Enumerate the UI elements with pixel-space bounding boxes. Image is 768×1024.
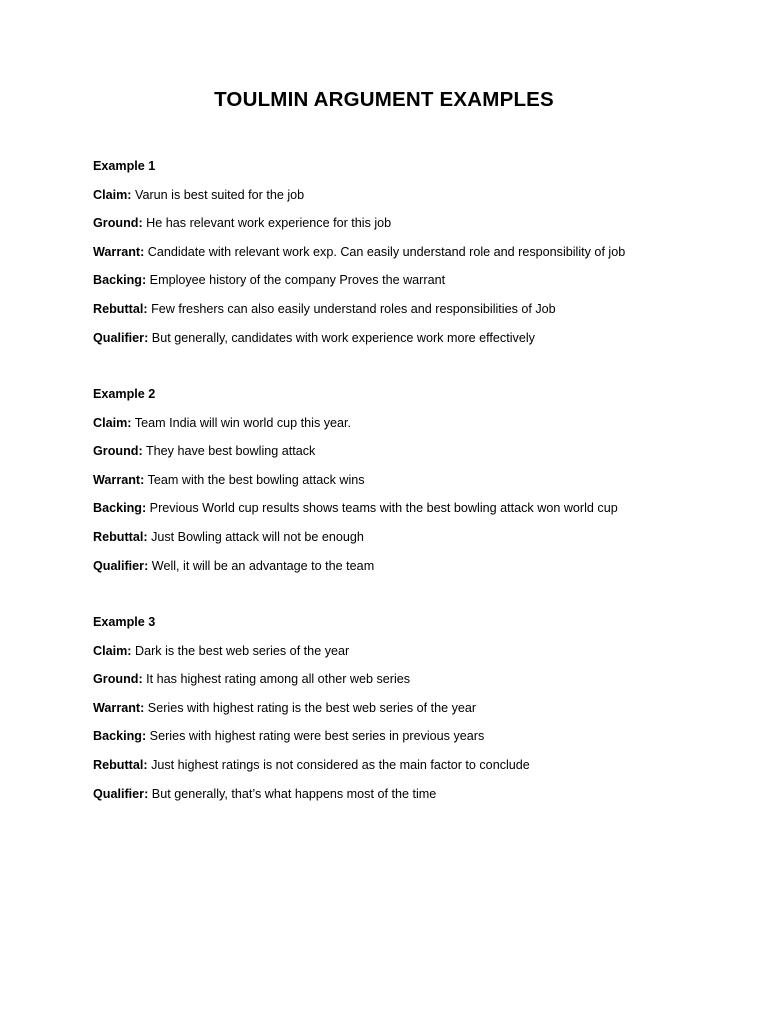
backing-line <box>93 500 713 529</box>
claim-label: Claim: <box>93 643 132 658</box>
example-section-3 <box>93 614 713 814</box>
rebuttal-label: Rebuttal: <box>93 529 148 544</box>
qualifier-line <box>93 558 713 587</box>
warrant-label: Warrant: <box>93 244 145 259</box>
rebuttal-line <box>93 757 713 786</box>
claim-line <box>93 187 713 216</box>
rebuttal-line <box>93 301 713 330</box>
ground-line <box>93 215 713 244</box>
ground-text: He has relevant work experience for this job <box>142 216 392 231</box>
example-section-1 <box>93 158 713 358</box>
example-heading: Example 1 <box>93 159 156 173</box>
rebuttal-text: Few freshers can also easily understand roles and responsibilities of Job <box>147 301 556 316</box>
warrant-label: Warrant: <box>93 472 145 487</box>
qualifier-text: Well, it will be an advantage to the team <box>148 558 375 573</box>
claim-text: Team India will win world cup this year. <box>131 415 352 430</box>
warrant-text: Team with the best bowling attack wins <box>144 472 365 487</box>
claim-line <box>93 415 713 444</box>
rebuttal-label: Rebuttal: <box>93 757 148 772</box>
backing-text: Previous World cup results shows teams with the best bowling attack won world cup <box>146 501 618 516</box>
ground-text: It has highest rating among all other web series <box>142 672 411 687</box>
warrant-label: Warrant: <box>93 700 145 715</box>
qualifier-label: Qualifier: <box>93 786 149 801</box>
rebuttal-text: Just Bowling attack will not be enough <box>147 529 364 544</box>
qualifier-label: Qualifier: <box>93 330 149 345</box>
warrant-line <box>93 244 713 273</box>
warrant-line <box>93 700 713 729</box>
claim-line <box>93 643 713 672</box>
backing-text: Series with highest rating were best series in previous years <box>146 729 485 744</box>
qualifier-label: Qualifier: <box>93 558 149 573</box>
example-heading: Example 3 <box>93 615 156 629</box>
warrant-text: Candidate with relevant work exp. Can easily understand role and responsibility of job <box>144 244 626 259</box>
claim-label: Claim: <box>93 187 132 202</box>
rebuttal-label: Rebuttal: <box>93 301 148 316</box>
backing-label: Backing: <box>93 273 147 288</box>
example-section-2 <box>93 386 713 586</box>
qualifier-line <box>93 330 713 359</box>
ground-label: Ground: <box>93 444 143 459</box>
rebuttal-text: Just highest ratings is not considered as the main factor to conclude <box>147 757 530 772</box>
claim-text: Dark is the best web series of the year <box>131 643 350 658</box>
qualifier-line <box>93 786 713 815</box>
qualifier-text: But generally, that’s what happens most of the time <box>148 786 437 801</box>
qualifier-text: But generally, candidates with work experience work more effectively <box>148 330 535 345</box>
rebuttal-line <box>93 529 713 558</box>
warrant-line <box>93 472 713 501</box>
ground-text: They have best bowling attack <box>142 444 316 459</box>
ground-line <box>93 443 713 472</box>
claim-label: Claim: <box>93 415 132 430</box>
claim-text: Varun is best suited for the job <box>131 187 305 202</box>
example-heading: Example 2 <box>93 387 156 401</box>
ground-line <box>93 671 713 700</box>
backing-line <box>93 272 713 301</box>
backing-label: Backing: <box>93 729 147 744</box>
ground-label: Ground: <box>93 216 143 231</box>
backing-label: Backing: <box>93 501 147 516</box>
warrant-text: Series with highest rating is the best web series of the year <box>144 700 477 715</box>
backing-text: Employee history of the company Proves the warrant <box>146 273 446 288</box>
ground-label: Ground: <box>93 672 143 687</box>
document-title: TOULMIN ARGUMENT EXAMPLES <box>214 88 554 111</box>
backing-line <box>93 728 713 757</box>
